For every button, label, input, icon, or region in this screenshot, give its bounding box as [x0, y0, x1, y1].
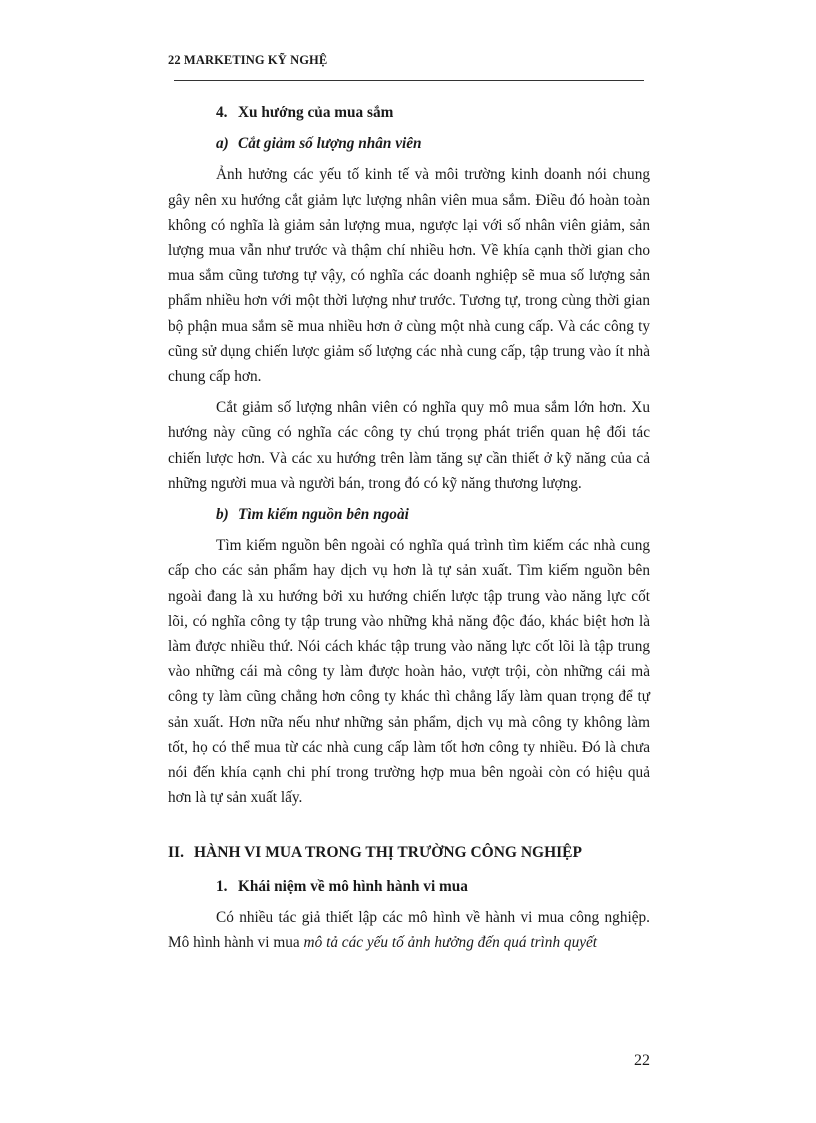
item-1-heading — [168, 874, 650, 899]
section-II-number: II. — [168, 844, 184, 862]
subsection-a-label: a) — [216, 135, 229, 153]
page-body — [168, 100, 650, 961]
subsection-a-paragraph-2: Cắt giảm số lượng nhân viên có nghĩa quy mô mua sắm lớn hơn. Xu hướng này cũng có nghĩa các công ty chú trọng phát triển quan hệ đối tác chiến lược hơn. Và các xu hướng trên làm tăng sự cần thiết ở kỹ năng của cả những người mua và người bán, trong đó có kỹ năng thương lượng. — [168, 399, 650, 492]
section-4-number: 4. — [216, 104, 228, 121]
subsection-b-label: b) — [216, 506, 229, 524]
item-1-title: Khái niệm về mô hình hành vi mua — [238, 877, 468, 895]
subsection-b-title: Tìm kiếm nguồn bên ngoài — [238, 506, 409, 524]
subsection-a-paragraph-1: Ảnh hưởng các yếu tố kinh tế và môi trường kinh doanh nói chung gây nên xu hướng cắt giảm lực lượng nhân viên mua sắm. Điều đó hoàn toàn không có nghĩa là giảm sản lượng mua, ngược lại với số nhân viên giảm, sản lượng mua vẫn như trước và thậm chí nhiều hơn. Về khía cạnh thời gian cho mua sắm cũng tương tự vậy, có nghĩa các doanh nghiệp sẽ mua số lượng sản phẩm nhiều hơn với một thời lượng như trước. Tương tự, trong cùng thời gian bộ phận mua sắm sẽ mua nhiều hơn ở cùng một nhà cung cấp. Và các công ty cũng sử dụng chiến lược giảm số lượng các nhà cung cấp, tập trung vào ít nhà chung cấp hơn. — [168, 166, 650, 386]
page-number: 22 — [634, 1052, 650, 1069]
subsection-a-title: Cắt giảm số lượng nhân viên — [238, 135, 422, 153]
running-head: 22 MARKETING KỸ NGHỆ — [168, 53, 328, 67]
section-4-title: Xu hướng của mua sắm — [238, 104, 394, 121]
item-1-number: 1. — [216, 877, 228, 895]
item-1-paragraph-italic: mô tả các yếu tố ảnh hưởng đến quá trình quyết — [303, 934, 598, 952]
subsection-a-heading — [168, 131, 650, 156]
item-1-paragraph — [168, 905, 650, 955]
subsection-b-paragraph-1: Tìm kiếm nguồn bên ngoài có nghĩa quá trình tìm kiếm các nhà cung cấp cho các sản phẩm hay dịch vụ hơn là tự sản xuất. Tìm kiếm nguồn bên ngoài đang là xu hướng bởi xu hướng chiến lược tập trung vào năng lực cốt lõi, có nghĩa công ty tập trung vào những khả năng độc đáo, khác biệt hơn là làm được nhiều thứ. Nói cách khác tập trung vào năng lực cốt lõi là tập trung vào những cái mà công ty làm được hoàn hảo, vượt trội, còn những cái mà công ty làm cũng chẳng hơn công ty khác thì chẳng lấy làm quan trọng để tự sản xuất. Hơn nữa nếu như những sản phẩm, dịch vụ mà công ty không làm tốt, họ có thể mua từ các nhà cung cấp làm tốt hơn công ty nhiều. Đó là chưa nói đến khía cạnh chi phí trong trường hợp mua bên ngoài còn có hiệu quả hơn là tự sản xuất lấy. — [168, 537, 650, 807]
section-II-title: HÀNH VI MUA TRONG THỊ TRƯỜNG CÔNG NGHIỆP — [194, 844, 582, 862]
item-1-paragraph-text: Có nhiều tác giả thiết lập các mô hình về hành vi mua công nghiệp. Mô hình hành vi mua — [168, 908, 650, 952]
subsection-b-heading — [168, 502, 650, 527]
header-rule — [174, 80, 644, 81]
section-II-heading — [168, 840, 650, 865]
section-4-heading — [168, 100, 650, 125]
